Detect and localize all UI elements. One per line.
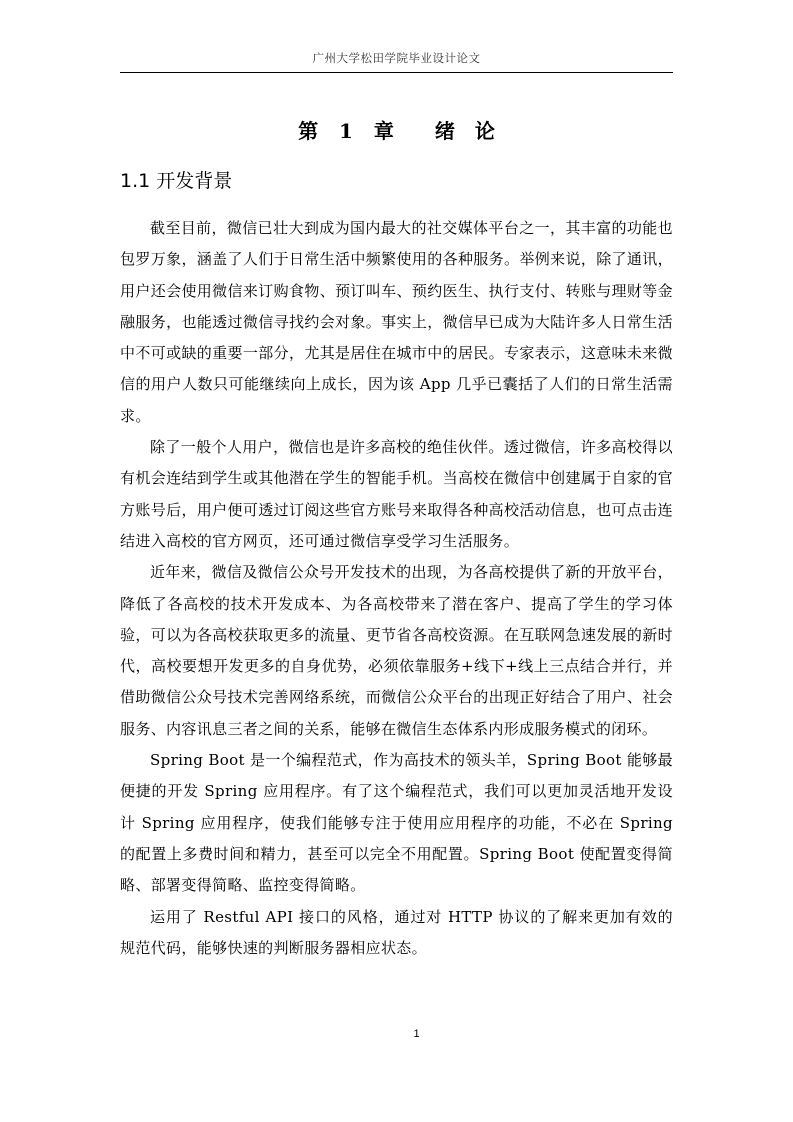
paragraph: 除了一般个人用户，微信也是许多高校的绝佳伙伴。透过微信，许多高校得以有机会连结到学生或其他潜在学生的智能手机。当高校在微信中创建属于自家的官方账号后，用户便可透过订阅这些官方账号来取得各种高校活动信息，也可点击连结进入高校的官方网页，还可通过微信享受学习生活服务。 bbox=[120, 438, 673, 550]
body-text bbox=[120, 213, 673, 964]
header-rule bbox=[120, 72, 673, 73]
chapter-title: 第 1 章 绪 论 bbox=[298, 119, 495, 143]
page-header: 广州大学松田学院毕业设计论文 bbox=[312, 51, 481, 65]
section-heading: 1.1 开发背景 bbox=[120, 170, 233, 192]
paragraph: 运用了 Restful API 接口的风格，通过对 HTTP 协议的了解来更加有效的规范代码，能够快速的判断服务器相应状态。 bbox=[120, 907, 673, 957]
paragraph: 截至目前，微信已壮大到成为国内最大的社交媒体平台之一，其丰富的功能也包罗万象，涵盖了人们于日常生活中频繁使用的各种服务。举例来说，除了通讯，用户还会使用微信来订购食物、预订叫车、预约医生、执行支付、转账与理财等金融服务，也能透过微信寻找约会对象。事实上，微信早已成为大陆许多人日常生活中不可或缺的重要一部分，尤其是居住在城市中的居民。专家表示，这意味未来微信的用户人数只可能继续向上成长，因为该 App 几乎已囊括了人们的日常生活需求。 bbox=[120, 219, 673, 425]
paragraph: Spring Boot 是一个编程范式，作为高技术的领头羊，Spring Boot 能够最便捷的开发 Spring 应用程序。有了这个编程范式，我们可以更加灵活地开发设计 Spring 应用程序，使我们能够专注于使用应用程序的功能，不必在 Spring 的配置上多费时间和精力，甚至可以完全不用配置。Spring Boot 使配置变得简略、部署变得简略、监控变得简略。 bbox=[120, 751, 673, 895]
paragraph: 近年来，微信及微信公众号开发技术的出现，为各高校提供了新的开放平台，降低了各高校的技术开发成本、为各高校带来了潜在客户、提高了学生的学习体验，可以为各高校获取更多的流量、更节省各高校资源。在互联网急速发展的新时代，高校要想开发更多的自身优势，必须依靠服务+线下+线上三点结合并行，并借助微信公众号技术完善网络系统，而微信公众平台的出现正好结合了用户、社会服务、内容讯息三者之间的关系，能够在微信生态体系内形成服务模式的闭环。 bbox=[120, 563, 673, 738]
page-number: 1 bbox=[413, 1028, 420, 1040]
